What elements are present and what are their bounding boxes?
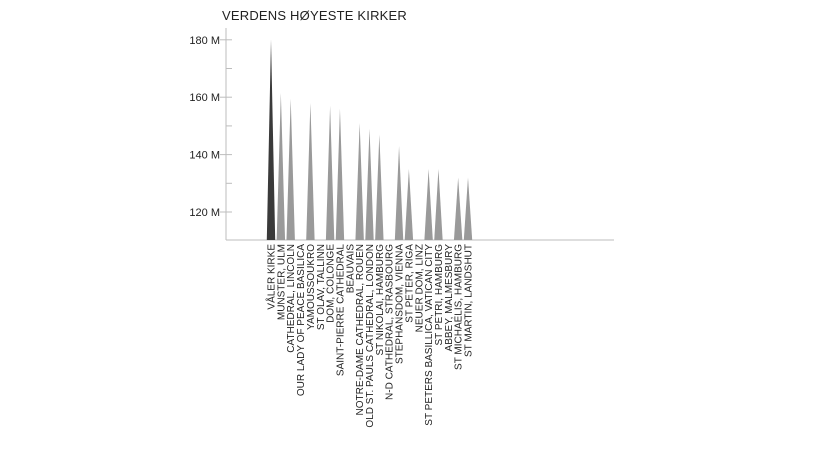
category-label: DOM, COLONGE (325, 244, 337, 323)
category-label: SAINT-PIERRE CATHEDRAL (335, 244, 347, 377)
category-label: NEUER DOM, LINZ (414, 244, 426, 333)
category-label: ST PETERS BASILLICA, VATICAN CITY (424, 243, 436, 426)
category-label: ST OLAV, TALLINN (315, 244, 327, 331)
category-label: ABBEY, MALMESBURY (443, 244, 455, 352)
bar-spire (277, 93, 285, 240)
category-label: YAMOUSSOUKRO (305, 244, 317, 330)
category-label: MUNSTER, ULM (276, 244, 288, 321)
chart-title: VERDENS HØYESTE KIRKER (222, 8, 407, 23)
y-tick-label: 140 M (189, 149, 220, 162)
bar-spire (336, 109, 344, 240)
y-tick-label: 180 M (189, 34, 220, 47)
category-label: OUR LADY OF PEACE BASILICA (296, 244, 308, 397)
bar-spire (306, 103, 314, 240)
category-label: CATHEDRAL, LINCOLN (286, 244, 298, 353)
bar-spire (395, 146, 403, 240)
bar-spire (405, 169, 413, 240)
bar-spire (326, 106, 334, 240)
y-tick-label: 160 M (189, 92, 220, 105)
category-label: ST PETRI, HAMBURG (433, 244, 445, 346)
bar-spire (424, 169, 432, 240)
category-label: STEPHANSDOM, VIENNA (394, 244, 406, 365)
category-label: BEAUVAIS (345, 244, 357, 294)
bar-spire (287, 99, 295, 240)
bar-spire (355, 123, 363, 240)
bar-spire (464, 178, 472, 240)
category-label: VÅLER KIRKE (266, 244, 278, 310)
bar-spire (454, 178, 462, 240)
category-label: ST MARTIN, LANDSHUT (463, 244, 475, 357)
bar-spire (375, 135, 383, 240)
y-tick-label: 120 M (189, 207, 220, 219)
category-label: N-D CATHEDRAL, STRASBOURG (384, 244, 396, 400)
category-label: OLD ST. PAULS CATHEDRAL, LONDON (365, 244, 376, 428)
bar-spire (434, 169, 442, 240)
bar-spire (267, 40, 275, 240)
category-label: ST NIKOLAI, HAMBURG (374, 244, 386, 356)
bar-spire (365, 129, 373, 240)
category-label: ST MICHAELIS, HAMBURG (453, 244, 465, 370)
category-label: ST PETER, RIGA (404, 244, 416, 323)
category-label: NOTRE-DAME CATHEDRAL, ROUEN (355, 244, 367, 416)
